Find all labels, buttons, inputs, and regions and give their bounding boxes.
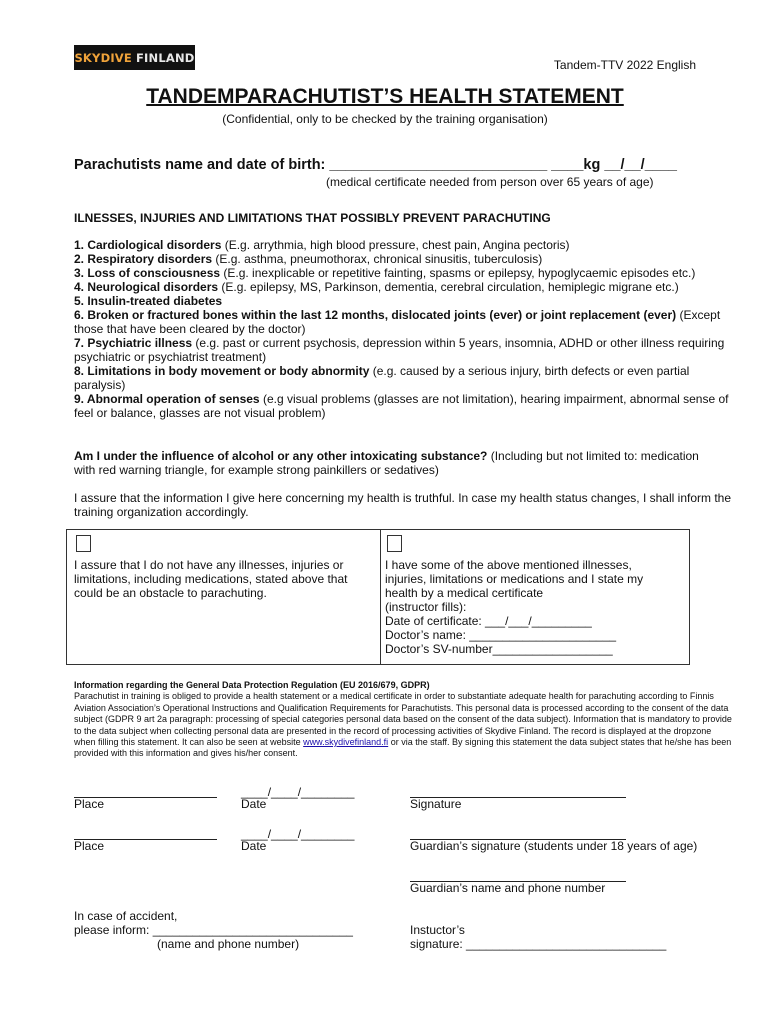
has-illness-line: I have some of the above mentioned illnesses,	[385, 558, 632, 572]
condition-desc: (e.g. past or current psychosis, depression within 5 years, insomnia, ADHD or other illness requiring psychiatric or psychiatrist treatment)	[74, 336, 725, 364]
parachutist-name-field: Parachutists name and date of birth: ___________________________ ____kg __/__/____	[74, 157, 677, 173]
skydive-finland-link[interactable]: www.skydivefinland.fi	[303, 737, 389, 748]
condition-title: 3. Loss of consciousness	[74, 266, 221, 280]
condition-title: 5. Insulin-treated diabetes	[74, 294, 223, 308]
condition-item	[74, 364, 734, 392]
certificate-date-field[interactable]: Date of certificate: ___/___/_________	[385, 614, 592, 628]
accident-contact-label: In case of accident,	[74, 909, 178, 923]
condition-title: 4. Neurological disorders	[74, 280, 219, 294]
gdpr-heading: Information regarding the General Data Protection Regulation (EU 2016/679, GDPR)	[74, 680, 430, 690]
gdpr-notice	[74, 680, 734, 760]
influence-question-desc: (Including but not limited to: medication with red warning triangle, for example strong painkillers or sedatives)	[74, 449, 699, 477]
signature-label: Signature	[410, 797, 462, 811]
place-label-1: Place	[74, 797, 105, 811]
instructor-label: Instuctor’s	[410, 923, 465, 937]
guardian-signature-label: Guardian’s signature (students under 18 years of age)	[410, 839, 698, 853]
gdpr-body-end: or via the staff. By signing this statement the data subject states that he/she has been provided with this information and gives his/her consent.	[74, 737, 732, 759]
condition-item	[74, 294, 734, 308]
condition-desc: (E.g. inexplicable or repetitive fainting, spasms or epilepsy, hypoglycaemic episodes etc.)	[220, 266, 696, 280]
influence-question	[74, 449, 714, 477]
health-declaration-box	[66, 529, 690, 665]
condition-item	[74, 252, 734, 266]
condition-desc: (e.g visual problems (glasses are not limitation), hearing impairment, abnormal sense of feel or balance, glasses are not visual problem)	[74, 392, 729, 420]
doctor-sv-number-field[interactable]: Doctor’s SV-number__________________	[385, 642, 613, 656]
no-illness-checkbox[interactable]	[76, 535, 91, 552]
condition-item	[74, 308, 734, 336]
condition-item	[74, 238, 734, 252]
section-heading: ILNESSES, INJURIES AND LIMITATIONS THAT POSSIBLY PREVENT PARACHUTING	[74, 211, 551, 225]
page-subtitle: (Confidential, only to be checked by the training organisation)	[222, 112, 548, 126]
has-illness-line: (instructor fills):	[385, 600, 467, 614]
skydive-finland-logo	[74, 45, 195, 70]
condition-desc: (E.g. epilepsy, MS, Parkinson, dementia, cerebral circulation, hemiplegic migrane etc.)	[218, 280, 679, 294]
condition-item	[74, 266, 734, 280]
accident-contact-note: (name and phone number)	[157, 937, 300, 951]
influence-question-title: Am I under the influence of alcohol or any other intoxicating substance?	[74, 449, 488, 463]
condition-item	[74, 336, 734, 364]
date-blank-2[interactable]: ____/____/________	[241, 827, 355, 841]
condition-desc: (e.g. caused by a serious injury, birth defects or even partial paralysis)	[74, 364, 690, 392]
condition-item	[74, 280, 734, 294]
has-illness-line: health by a medical certificate	[385, 586, 544, 600]
place-label-2: Place	[74, 839, 105, 853]
page-title: TANDEMPARACHUTIST’S HEALTH STATEMENT	[146, 85, 624, 108]
condition-title: 6. Broken or fractured bones within the last 12 months, dislocated joints (ever) or joint replacement (ever)	[74, 308, 677, 322]
guardian-name-label: Guardian’s name and phone number	[410, 881, 606, 895]
doctor-name-field[interactable]: Doctor’s name: ______________________	[385, 628, 617, 642]
box-divider	[380, 530, 381, 664]
condition-title: 1. Cardiological disorders	[74, 238, 222, 252]
condition-desc: (E.g. arrythmia, high blood pressure, chest pain, Angina pectoris)	[221, 238, 570, 252]
condition-title: 8. Limitations in body movement or body abnormity	[74, 364, 370, 378]
gdpr-body: Parachutist in training is obliged to provide a health statement or a medical certificate in order to substantiate adequate health for parachuting according to Finnis Aviation Association’s Operational Instructions and Qualification Requirements for Parachutists. This personal data is processed according to the consent of the data subject (GDPR 9 art 2a paragraph: processing of special categories personal data based on the consent of the data subject). Information that is mandatory to provide to the data subject when collecting personal data are presented in the record of processing activities of Skydive Finland. The record is displayed at the dropzone when filling this statement. It can also be seen at website	[74, 691, 732, 748]
instructor-signature-field[interactable]: signature: ______________________________	[410, 937, 667, 951]
truthfulness-assurance: I assure that the information I give here concerning my health is truthful. In case my health status changes, I shall inform the training organization accordingly.	[74, 491, 732, 519]
has-illness-line: injuries, limitations or medications and I state my	[385, 572, 644, 586]
conditions-list	[74, 238, 734, 420]
date-blank-1[interactable]: ____/____/________	[241, 785, 355, 799]
condition-title: 2. Respiratory disorders	[74, 252, 213, 266]
logo-text-finland: FINLAND	[135, 50, 195, 65]
no-illness-statement: I assure that I do not have any illnesses, injuries or limitations, including medications, stated above that could be an obstacle to parachuting.	[74, 558, 348, 600]
condition-desc: (Except those that have been cleared by the doctor)	[74, 308, 721, 336]
condition-desc: (E.g. asthma, pneumothorax, chronical sinusitis, tuberculosis)	[212, 252, 543, 266]
accident-contact-field[interactable]: please inform: ______________________________	[74, 923, 353, 937]
logo-text-skydive: SKYDIVE	[74, 50, 132, 65]
medical-certificate-note: (medical certificate needed from person over 65 years of age)	[326, 175, 654, 189]
document-id: Tandem-TTV 2022 English	[553, 58, 696, 72]
date-label-2: Date	[241, 839, 267, 853]
has-illness-statement	[385, 558, 685, 656]
condition-item	[74, 392, 734, 420]
has-illness-checkbox[interactable]	[387, 535, 402, 552]
condition-title: 7. Psychiatric illness	[74, 336, 193, 350]
date-label-1: Date	[241, 797, 267, 811]
condition-title: 9. Abnormal operation of senses	[74, 392, 260, 406]
